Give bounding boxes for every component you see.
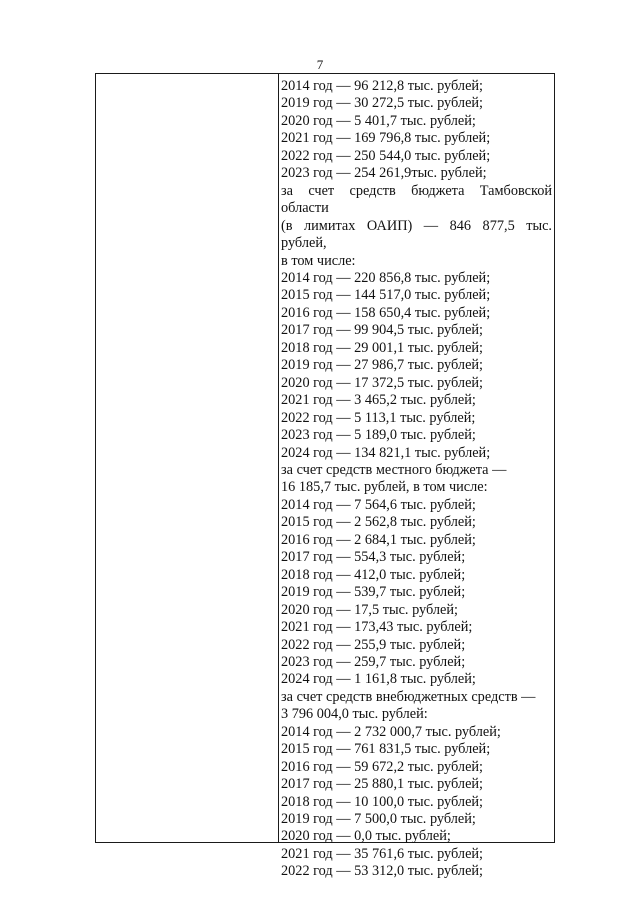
text-line: 2020 год — 17 372,5 тыс. рублей; [281, 374, 484, 391]
text-line: 2020 год — 17,5 тыс. рублей; [281, 601, 459, 618]
text-line: 2017 год — 99 904,5 тыс. рублей; [281, 322, 484, 339]
text-line: 2022 год — 250 544,0 тыс. рублей; [281, 147, 491, 164]
text-line: 2016 год — 2 684,1 тыс. рублей; [281, 531, 476, 548]
text-line: 2014 год — 220 856,8 тыс. рублей; [281, 269, 491, 286]
text-line: 2019 год — 7 500,0 тыс. рублей; [281, 811, 476, 828]
text-line: за счет средств местного бюджета — [281, 461, 507, 478]
text-line: 2019 год — 539,7 тыс. рублей; [281, 584, 466, 601]
text-line: 2022 год — 255,9 тыс. рублей; [281, 636, 466, 653]
text-line: 2015 год — 144 517,0 тыс. рублей; [281, 287, 491, 304]
text-line: 3 796 004,0 тыс. рублей: [281, 706, 428, 723]
table-left-column [96, 74, 279, 842]
text-line: 2017 год — 25 880,1 тыс. рублей; [281, 776, 484, 793]
text-line: 2023 год — 5 189,0 тыс. рублей; [281, 427, 476, 444]
text-line: 2018 год — 10 100,0 тыс. рублей; [281, 793, 484, 810]
text-line: 2024 год — 134 821,1 тыс. рублей; [281, 444, 491, 461]
text-line: 2016 год — 59 672,2 тыс. рублей; [281, 758, 484, 775]
text-line: 2019 год — 30 272,5 тыс. рублей; [281, 95, 484, 112]
text-line: 2016 год — 158 650,4 тыс. рублей; [281, 304, 491, 321]
text-line: 2021 год — 3 465,2 тыс. рублей; [281, 392, 476, 409]
text-line: 2014 год — 7 564,6 тыс. рублей; [281, 496, 476, 513]
text-line: 2023 год — 254 261,9тыс. рублей; [281, 165, 487, 182]
text-line: за счет средств бюджета Тамбовской области [281, 182, 552, 217]
text-line: 2020 год — 0,0 тыс. рублей; [281, 828, 451, 845]
text-line: 2021 год — 173,43 тыс. рублей; [281, 619, 473, 636]
text-line: 2022 год — 5 113,1 тыс. рублей; [281, 409, 476, 426]
text-line: 2014 год — 96 212,8 тыс. рублей; [281, 78, 484, 94]
page-number: 7 [316, 57, 324, 72]
text-line: 2017 год — 554,3 тыс. рублей; [281, 549, 466, 566]
text-line: 2015 год — 761 831,5 тыс. рублей; [281, 741, 491, 758]
text-line: в том числе: [281, 252, 356, 269]
text-line: 2021 год — 35 761,6 тыс. рублей; [281, 845, 484, 862]
table-right-column [280, 78, 552, 881]
text-line: 2014 год — 2 732 000,7 тыс. рублей; [281, 723, 501, 740]
text-line: 2018 год — 29 001,1 тыс. рублей; [281, 339, 484, 356]
text-line: 2024 год — 1 161,8 тыс. рублей; [281, 671, 476, 688]
text-line: 2019 год — 27 986,7 тыс. рублей; [281, 357, 484, 374]
text-line: 2022 год — 53 312,0 тыс. рублей; [281, 863, 484, 880]
text-line: 2020 год — 5 401,7 тыс. рублей; [281, 112, 476, 129]
document-table [95, 73, 555, 880]
text-line: 2023 год — 259,7 тыс. рублей; [281, 653, 466, 670]
text-line: 16 185,7 тыс. рублей, в том числе: [281, 479, 488, 496]
text-line: 2015 год — 2 562,8 тыс. рублей; [281, 514, 476, 531]
text-line: 2018 год — 412,0 тыс. рублей; [281, 566, 466, 583]
text-line: 2021 год — 169 796,8 тыс. рублей; [281, 130, 491, 147]
text-line: за счет средств внебюджетных средств — [281, 688, 536, 705]
text-line: (в лимитах ОАИП) — 846 877,5 тыс. рублей, [281, 217, 552, 252]
